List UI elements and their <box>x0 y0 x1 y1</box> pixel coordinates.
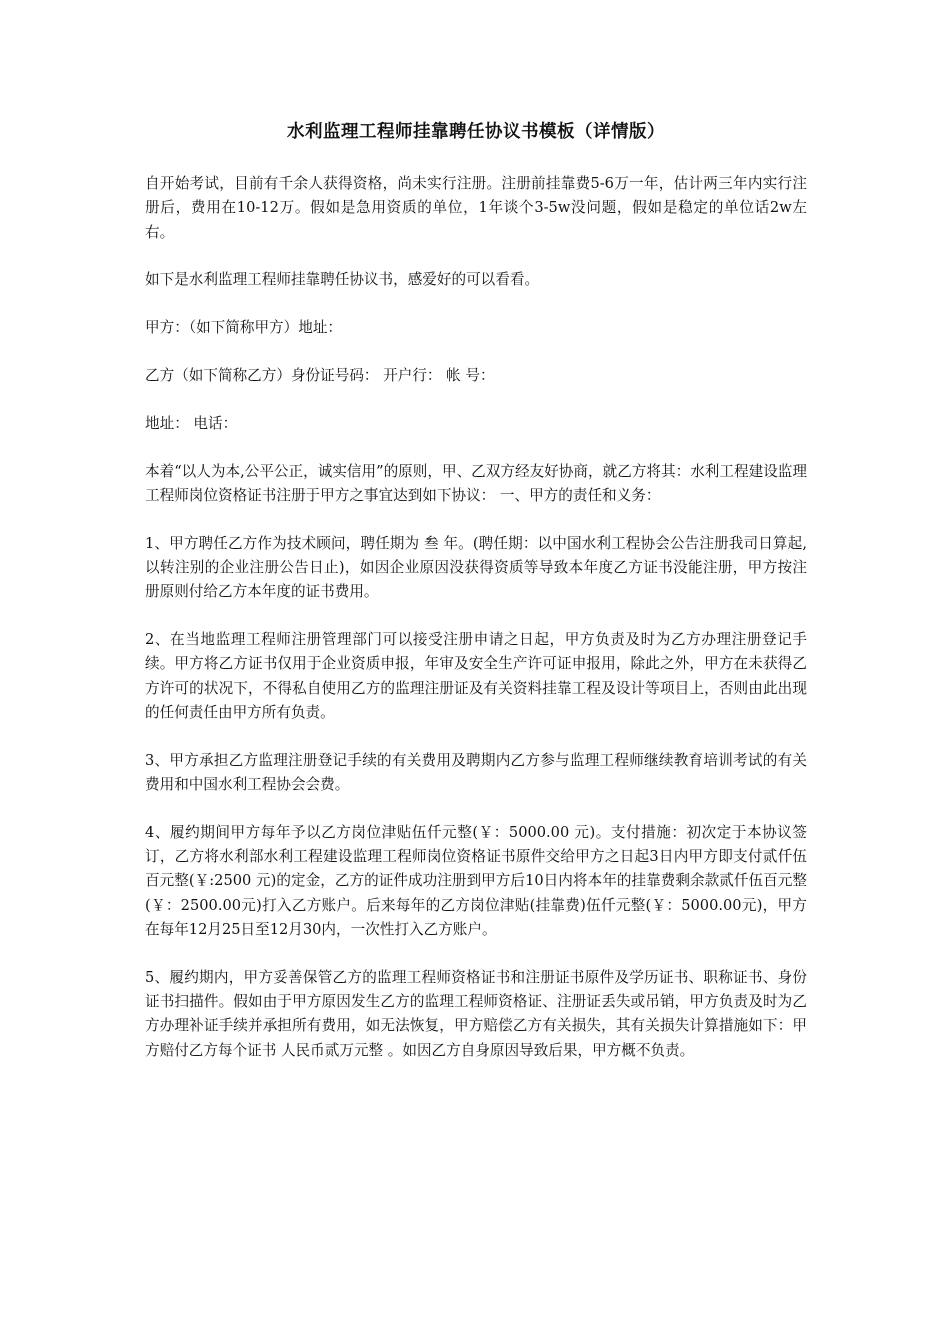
paragraph-party-a: 甲方：（如下简称甲方）地址： <box>145 319 343 337</box>
paragraph-intro: 自开始考试，目前有千余人获得资格，尚未实行注册。注册前挂靠费5-6万一年，估计两三年内实行注册后，费用在10-12万。假如是急用资质的单位，1年谈个3-5w没问题，假如是稳定的单位话2w左右。 <box>145 175 807 241</box>
clause-5: 5、履约期内，甲方妥善保管乙方的监理工程师资格证书和注册证书原件及学历证书、职称证书、身份证书扫描件。假如由于甲方原因发生乙方的监理工程师资格证、注册证丢失或吊销，甲方负责及时为乙方办理补证手续并承担所有费用，如无法恢复，甲方赔偿乙方有关损失，其有关损失计算措施如下：甲方赔付乙方每个证书 人民币贰万元整 。如因乙方自身原因导致后果，甲方概不负责。 <box>145 968 807 1059</box>
paragraph-address-phone: 地址： 电话： <box>145 414 238 432</box>
clause-2: 2、在当地监理工程师注册管理部门可以接受注册申请之日起，甲方负责及时为乙方办理注册登记手续。甲方将乙方证书仅用于企业资质申报，年审及安全生产许可证申报用，除此之外，甲方在未获得乙方许可的状况下，不得私自使用乙方的监理注册证及有关资料挂靠工程及设计等项目上，否则由此出现的任何责任由甲方所有负责。 <box>145 631 807 721</box>
document-page <box>145 120 807 1087</box>
clause-1: 1、甲方聘任乙方作为技术顾问，聘任期为 叁 年。(聘任期：以中国水利工程协会公告注册我司日算起,以转注别的企业注册公告日止)，如因企业原因没获得资质等导致本年度乙方证书没能注册，甲方按注册原则付给乙方本年度的证书费用。 <box>145 534 807 601</box>
document-title: 水利监理工程师挂靠聘任协议书模板（详情版） <box>287 122 665 142</box>
clause-4: 4、履约期间甲方每年予以乙方岗位津贴伍仟元整(￥：5000.00 元)。支付措施：初次定于本协议签订，乙方将水利部水利工程建设监理工程师岗位资格证书原件交给甲方之日起3日内甲方即支付贰仟伍百元整(￥:2500 元)的定金，乙方的证件成功注册到甲方后10日内将本年的挂靠费剩余款贰仟伍百元整(￥：2500.00元)打入乙方账户。后来每年的乙方岗位津贴(挂靠费)伍仟元整(￥：5000.00元)，甲方在每年12月25日至12月30内，一次性打入乙方账户。 <box>145 823 807 939</box>
clause-3: 3、甲方承担乙方监理注册登记手续的有关费用及聘期内乙方参与监理工程师继续教育培训考试的有关费用和中国水利工程协会会费。 <box>145 751 807 794</box>
paragraph-lead: 如下是水利监理工程师挂靠聘任协议书，感爱好的可以看看。 <box>145 271 540 289</box>
paragraph-party-b: 乙方（如下简称乙方）身份证号码： 开户行： 帐 号： <box>145 366 495 384</box>
paragraph-principle: 本着“以人为本,公平公正，诚实信用”的原则，甲、乙双方经友好协商，就乙方将其：水利工程建设监理工程师岗位资格证书注册于甲方之事宜达到如下协议： 一、甲方的责任和义务： <box>145 462 807 504</box>
